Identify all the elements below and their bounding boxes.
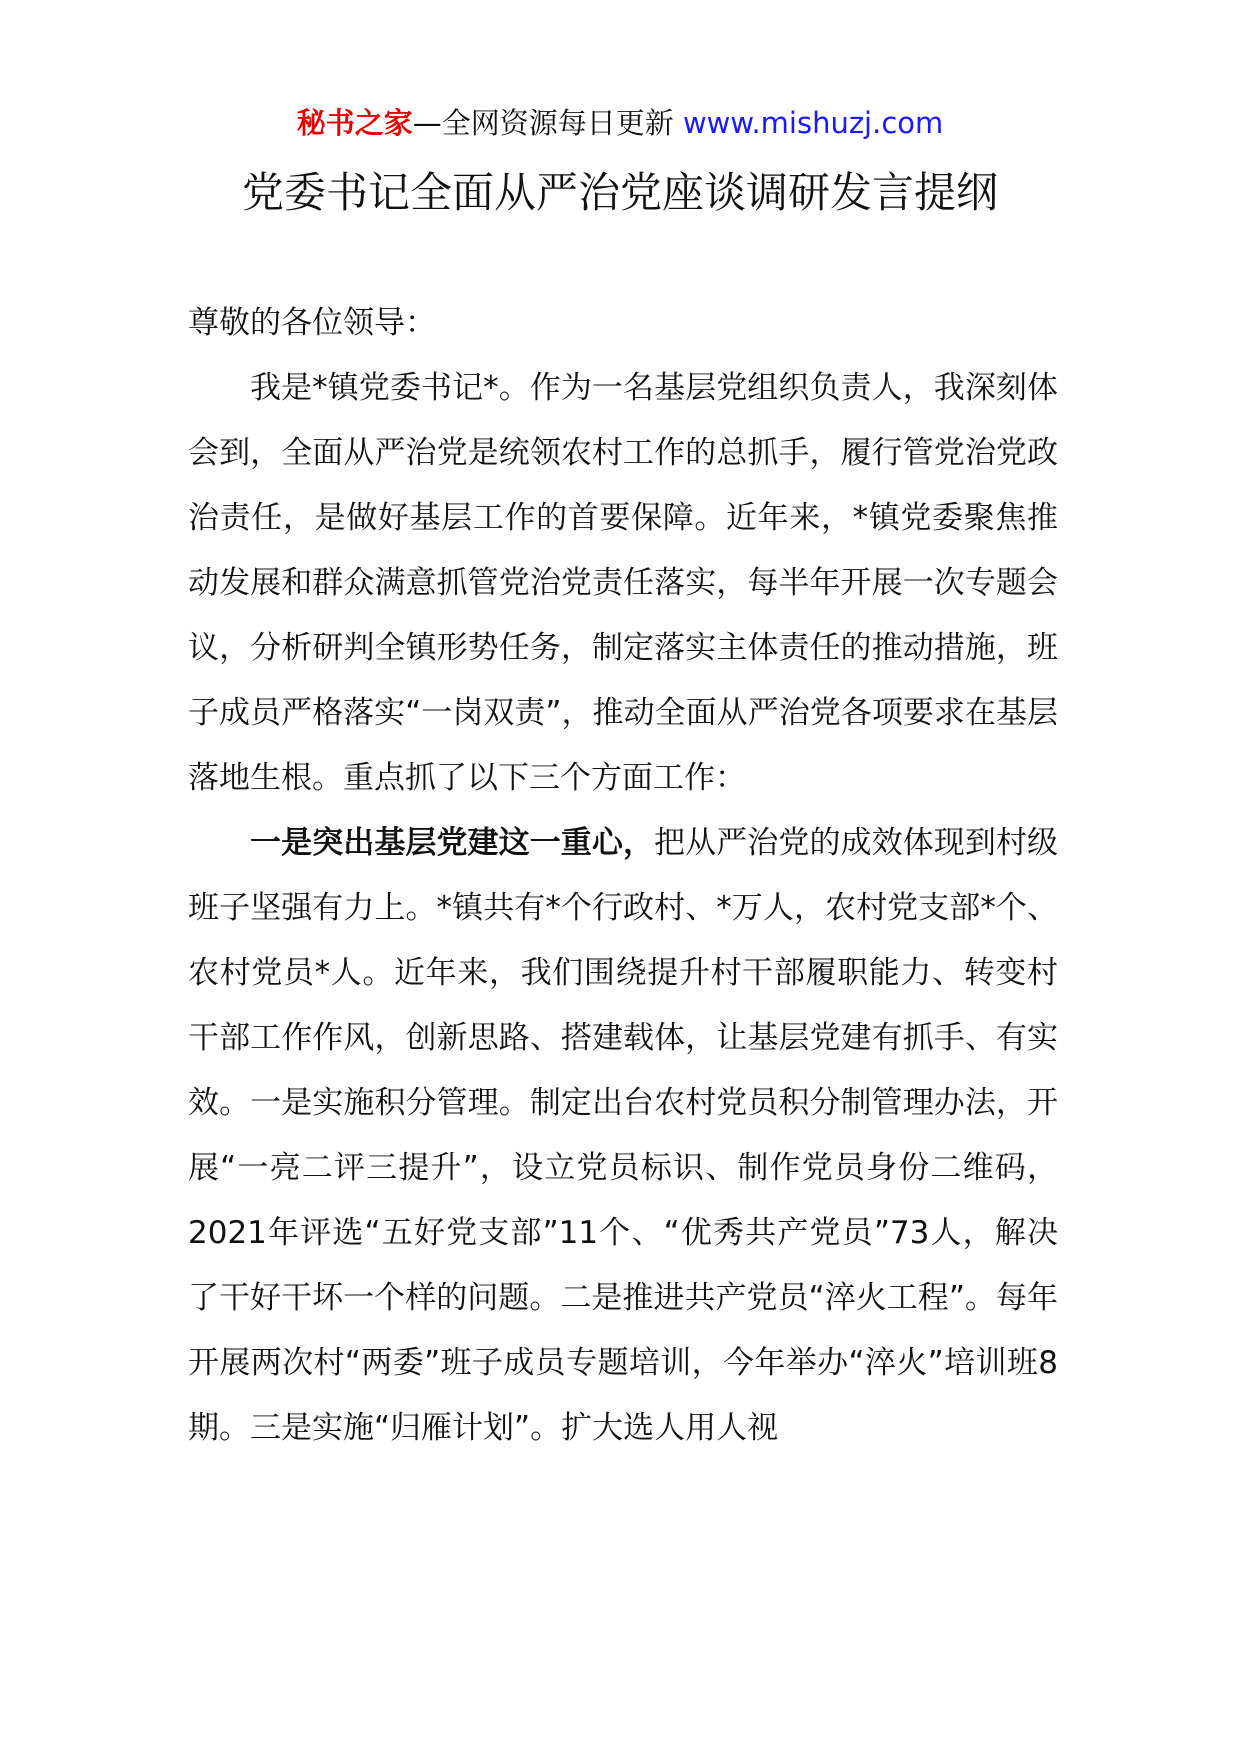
paragraph-intro: 我是*镇党委书记*。作为一名基层党组织负责人，我深刻体会到，全面从严治党是统领农村工作的总抓手，履行管党治党政治责任，是做好基层工作的首要保障。近年来，*镇党委聚焦推动发展和群众满意抓管党治党责任落实，每半年开展一次专题会议，分析研判全镇形势任务，制定落实主体责任的推动措施，班子成员严格落实“一岗双责”，推动全面从严治党各项要求在基层落地生根。重点抓了以下三个方面工作： <box>188 370 1058 796</box>
site-header <box>0 103 1240 143</box>
paragraph-first-point <box>188 811 1058 1461</box>
site-brand: 秘书之家 <box>296 106 413 140</box>
paragraph-first-point-body: 把从严治党的成效体现到村级班子坚强有力上。*镇共有*个行政村、*万人，农村党支部*个、农村党员*人。近年来，我们围绕提升村干部履职能力、转变村干部工作作风，创新思路、搭建载体，让基层党建有抓手、有实效。一是实施积分管理。制定出台农村党员积分制管理办法，开展“一亮二评三提升”，设立党员标识、制作党员身份二维码，2021年评选“五好党支部”11个、“优秀共产党员”73人，解决了干好干坏一个样的问题。二是推进共产党员“淬火工程”。每年开展两次村“两委”班子成员专题培训，今年举办“淬火”培训班8期。三是实施“归雁计划”。扩大选人用人视 <box>188 825 1059 1446</box>
document-body <box>188 291 1058 1461</box>
salutation: 尊敬的各位领导： <box>188 305 436 341</box>
site-slogan: —全网资源每日更新 <box>412 106 674 140</box>
site-url-link[interactable]: www.mishuzj.com <box>682 106 944 140</box>
document-title: 党委书记全面从严治党座谈调研发言提纲 <box>241 168 998 217</box>
paragraph-first-point-lead: 一是突出基层党建这一重心， <box>250 825 655 861</box>
